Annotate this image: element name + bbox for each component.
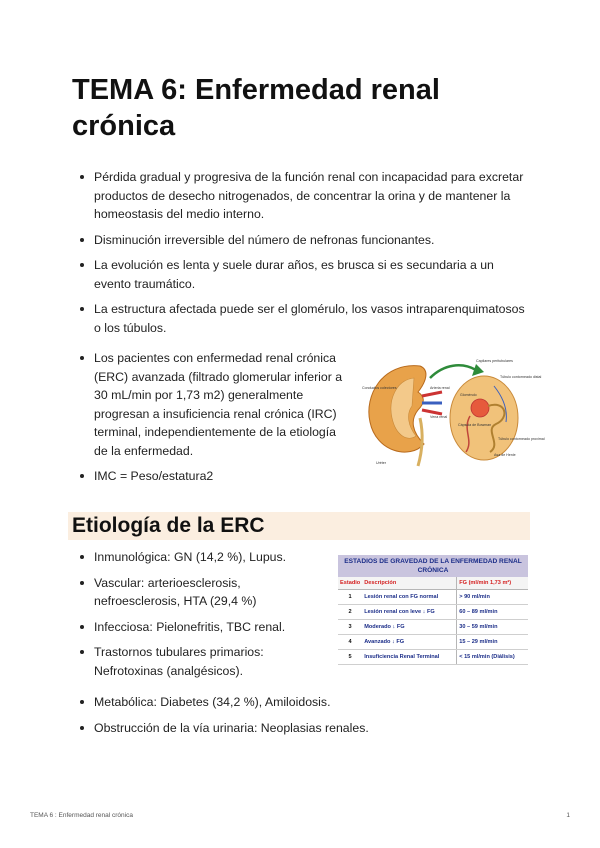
table-header: Descripción — [362, 577, 457, 590]
table-header: Estadio — [338, 577, 362, 590]
erc-list — [72, 349, 350, 486]
table-cell: 15 – 29 ml/min — [457, 635, 528, 650]
list-item: Vascular: arterioesclerosis, nefroesclerosis, HTA (29,4 %) — [72, 574, 322, 611]
table-cell: > 90 ml/min — [457, 590, 528, 605]
table-cell: 30 – 59 ml/min — [457, 620, 528, 635]
etiology-list-full — [72, 693, 534, 737]
list-item: Trastornos tubulares primarios: Nefrotoxinas (analgésicos). — [72, 643, 322, 680]
table-cell: 5 — [338, 650, 362, 665]
table-cell: Insuficiencia Renal Terminal — [362, 650, 457, 665]
etiology-list — [72, 548, 322, 680]
table-cell: Lesión renal con FG normal — [362, 590, 457, 605]
list-item: Obstrucción de la vía urinaria: Neoplasias renales. — [72, 719, 534, 738]
list-item: Los pacientes con enfermedad renal crónica (ERC) avanzada (filtrado glomerular inferior a 30 mL/min por 1,73 m2) generalmente progresan a insuficiencia renal crónica (IRC) terminal, independientemente de la etiología de la enfermedad. — [72, 349, 350, 460]
table-row — [338, 590, 528, 605]
section-heading-etiology: Etiología de la ERC — [68, 512, 530, 540]
list-item: Pérdida gradual y progresiva de la función renal con incapacidad para excretar productos de desecho nitrogenados, de concentrar la orina y de mantener la homeostasis del medio interno. — [72, 168, 534, 224]
figure-label: Capilares peritubulares — [476, 359, 513, 363]
list-item: La estructura afectada puede ser el glomérulo, los vasos intraparenquimatosos o los túbulos. — [72, 300, 534, 337]
table-row — [338, 635, 528, 650]
figure-label: Conductos colectores — [362, 386, 397, 390]
list-item: Infecciosa: Pielonefritis, TBC renal. — [72, 618, 322, 637]
figure-label: Túbulo contorneado proximal — [498, 437, 545, 441]
footer-text: TEMA 6 : Enfermedad renal crónica — [30, 812, 133, 819]
table-cell: Avanzado ↓ FG — [362, 635, 457, 650]
table-cell: 4 — [338, 635, 362, 650]
figure-label: Glomérulo — [460, 393, 477, 397]
figure-label: Asa de Henle — [494, 453, 516, 457]
table-cell: Lesión renal con leve ↓ FG — [362, 605, 457, 620]
page-footer — [30, 812, 570, 819]
table-row — [338, 605, 528, 620]
figure-label: Vena renal — [430, 415, 448, 419]
list-item: IMC = Peso/estatura2 — [72, 467, 350, 486]
table-row — [338, 650, 528, 665]
figure-label: Arteria renal — [430, 386, 450, 390]
list-item: Metabólica: Diabetes (34,2 %), Amiloidosis. — [72, 693, 534, 712]
table-header-row — [338, 577, 528, 590]
figure-label: Uréter — [376, 461, 386, 465]
table-row — [338, 620, 528, 635]
table-header: FG (ml/min 1,73 m²) — [457, 577, 528, 590]
table-cell: 1 — [338, 590, 362, 605]
list-item: Disminución irreversible del número de nefronas funcionantes. — [72, 231, 534, 250]
table-cell: 60 – 89 ml/min — [457, 605, 528, 620]
page-number: 1 — [566, 812, 570, 819]
table-cell: 2 — [338, 605, 362, 620]
stages-table-grid — [338, 577, 528, 665]
list-item: La evolución es lenta y suele durar años, es brusca si es secundaria a un evento traumático. — [72, 256, 534, 293]
table-cell: < 15 ml/min (Diálisis) — [457, 650, 528, 665]
page-title: TEMA 6: Enfermedad renal crónica — [72, 74, 440, 142]
stages-table-title: ESTADIOS DE GRAVEDAD DE LA ENFERMEDAD RENAL CRÓNICA — [338, 555, 528, 577]
table-cell: 3 — [338, 620, 362, 635]
figure-label: Cápsula de Bowman — [458, 423, 492, 427]
intro-list — [72, 168, 534, 337]
list-item: Inmunológica: GN (14,2 %), Lupus. — [72, 548, 322, 567]
stages-table — [338, 555, 528, 665]
figure-label: Túbulo contorneado distal — [500, 375, 542, 379]
kidney-nephron-illustration — [362, 356, 545, 468]
table-cell: Moderado ↓ FG — [362, 620, 457, 635]
